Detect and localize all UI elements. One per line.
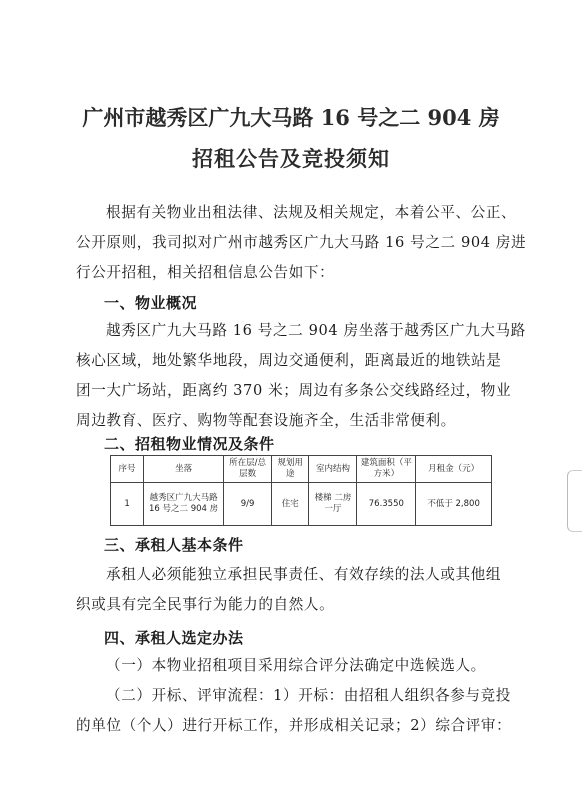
section1-line: 越秀区广九大马路 16 号之二 904 房坐落于越秀区广九大马路 <box>106 322 526 339</box>
section1-line: 周边教育、医疗、购物等配套设施齐全，生活非常便利。 <box>76 412 456 429</box>
section1-heading: 一、物业概况 <box>104 294 198 312</box>
cell-structure: 楼梯 二房一厅 <box>309 483 357 526</box>
section1-paragraph <box>76 316 526 436</box>
intro-line: 行公开招租，相关招租信息公告如下： <box>76 264 335 281</box>
section1-line: 核心区域，地处繁华地段，周边交通便利，距离最近的地铁站是 <box>76 352 502 369</box>
scan-edge-mark <box>567 470 582 532</box>
section3-paragraph <box>76 560 516 620</box>
section3-line: 承租人必须能独立承担民事责任、有效存续的法人或其他组 <box>106 566 502 583</box>
cell-area: 76.3550 <box>357 483 416 526</box>
header-cell-floor: 所在层/总层数 <box>224 456 272 483</box>
intro-line: 公开原则，我司拟对广州市越秀区广九大马路 16 号之二 904 房进 <box>76 234 527 251</box>
section4-paragraph <box>76 651 516 741</box>
header-cell-structure: 室内结构 <box>309 456 357 483</box>
table-header-row <box>111 456 492 483</box>
header-cell-index: 序号 <box>111 456 144 483</box>
document-title-line1: 广州市越秀区广九大马路 16 号之二 904 房 <box>82 105 500 130</box>
section4-heading: 四、承租人选定办法 <box>104 629 244 647</box>
section4-line: （一）本物业招租项目采用综合评分法确定中选候选人。 <box>106 657 486 674</box>
section3-heading: 三、承租人基本条件 <box>104 536 244 554</box>
cell-use: 住宅 <box>272 483 309 526</box>
intro-line: 根据有关物业出租法律、法规及相关规定，本着公平、公正、 <box>106 204 517 221</box>
table-row <box>111 483 492 526</box>
cell-floor: 9/9 <box>224 483 272 526</box>
cell-location: 越秀区广九大马路 16 号之二 904 房 <box>144 483 224 526</box>
section3-line: 织或具有完全民事行为能力的自然人。 <box>76 596 335 613</box>
intro-paragraph <box>76 198 527 288</box>
section2-heading: 二、招租物业情况及条件 <box>104 435 275 453</box>
property-table <box>110 455 492 526</box>
header-cell-area: 建筑面积（平方米） <box>357 456 416 483</box>
header-cell-rent: 月租金（元） <box>416 456 492 483</box>
section4-line: （二）开标、评审流程：1）开标：由招租人组织各参与竞投 <box>106 687 511 704</box>
cell-rent: 不低于 2,800 <box>416 483 492 526</box>
header-cell-use: 规划用途 <box>272 456 309 483</box>
section4-line: 的单位（个人）进行开标工作，并形成相关记录；2）综合评审： <box>76 717 512 734</box>
section1-line: 团一大广场站，距离约 370 米；周边有多条公交线路经过，物业 <box>76 382 512 399</box>
header-cell-location: 坐落 <box>144 456 224 483</box>
document-title-line2: 招租公告及竞投须知 <box>192 146 390 171</box>
cell-index: 1 <box>111 483 144 526</box>
